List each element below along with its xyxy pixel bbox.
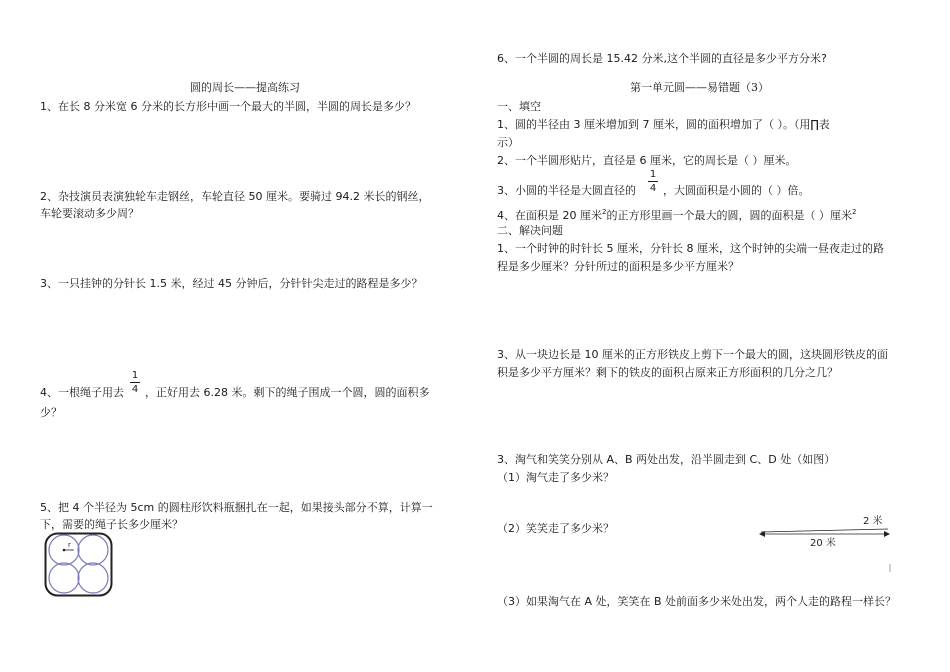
right-title: 第一单元圆——易错题（3） bbox=[630, 81, 769, 94]
fill-1-line-1: 1、圆的半径由 3 厘米增加到 7 厘米，圆的面积增加了（ ）。（用∏表 bbox=[497, 118, 830, 131]
solve-3-line-2: 积是多少平方厘米？剩下的铁皮的面积占原来正方形面积的几分之几？ bbox=[497, 366, 838, 379]
solve-1-line-2: 程是多少厘米？分针所过的面积是多少平方厘米？ bbox=[497, 260, 739, 273]
fill-4-middle: 的正方形里画一个最大的圆，圆的面积是（ ）厘米 bbox=[606, 209, 852, 222]
solve-3-line-1: 3、从一块边长是 10 厘米的正方形铁皮上剪下一个最大的圆，这块圆形铁皮的面 bbox=[497, 348, 888, 361]
fill-3-prefix: 3、小圆的半径是大圆直径的 bbox=[497, 184, 636, 197]
bottle-circle bbox=[78, 535, 108, 565]
fill-4-superscript: 2 bbox=[602, 208, 607, 216]
fraction-bar bbox=[130, 382, 140, 383]
solve-1-line-1: 1、一个时钟的时针长 5 厘米，分针长 8 厘米，这个时钟的尖端一昼夜走过的路 bbox=[497, 242, 884, 255]
question-5-line-1: 5、把 4 个半径为 5cm 的圆柱形饮料瓶捆扎在一起，如果接头部分不算，计算一 bbox=[40, 501, 433, 514]
question-5-line-2: 下，需要的绳子长多少厘米？ bbox=[40, 518, 183, 531]
radius-label: r bbox=[68, 541, 71, 549]
question-3: 3、一只挂钟的分针长 1.5 米，经过 45 分钟后，分针针尖走过的路程是多少？ bbox=[40, 277, 423, 290]
four-bottles-figure bbox=[44, 532, 114, 598]
question-6: 6、一个半圆的周长是 15.42 分米,这个半圆的直径是多少平方分米? bbox=[497, 52, 827, 65]
solve-4-intro: 3、淘气和笑笑分别从 A、B 两处出发，沿半圆走到 C、D 处（如图） bbox=[497, 453, 836, 466]
left-title: 圆的周长——提高练习 bbox=[190, 81, 300, 94]
fill-4-superscript-2: 2 bbox=[851, 208, 857, 216]
section-2-heading: 二、解决问题 bbox=[497, 224, 563, 237]
track-figure bbox=[755, 510, 895, 574]
label-2m: 2 米 bbox=[863, 516, 883, 527]
question-4-line-2: 少？ bbox=[40, 406, 62, 419]
label-20m: 20 米 bbox=[810, 538, 836, 549]
fraction-denominator: 4 bbox=[649, 183, 657, 194]
center-dot bbox=[63, 549, 66, 552]
fraction-denominator: 4 bbox=[131, 384, 139, 395]
solve-4-sub-2: （2）笑笑走了多少米？ bbox=[497, 522, 614, 535]
right-arrowhead bbox=[884, 531, 890, 537]
rope-outline bbox=[46, 534, 112, 596]
question-4-suffix: ，正好用去 6.28 米。剩下的绳子围成一个圆，圆的面积多 bbox=[145, 386, 430, 399]
bottle-circle bbox=[78, 563, 108, 593]
fill-3-fraction bbox=[648, 169, 658, 194]
fill-4 bbox=[497, 205, 856, 223]
fill-3-suffix: ，大圆面积是小圆的（ ）倍。 bbox=[663, 184, 810, 197]
fill-4-prefix: 4、在面积是 20 厘米 bbox=[497, 209, 602, 222]
question-4-prefix: 4、一根绳子用去 bbox=[40, 386, 124, 399]
solve-4-sub-3: （3）如果淘气在 A 处，笑笑在 B 处前面多少米处出发，两个人走的路程一样长？ bbox=[497, 595, 897, 608]
question-2-line-2: 车轮要滚动多少周？ bbox=[40, 207, 139, 220]
question-1: 1、在长 8 分米宽 6 分米的长方形中画一个最大的半圆，半圆的周长是多少？ bbox=[40, 100, 416, 113]
fraction-numerator: 1 bbox=[131, 370, 139, 381]
fill-1-line-2: 示） bbox=[497, 136, 519, 149]
question-2-line-1: 2、杂技演员表演独轮车走钢丝，车轮直径 50 厘米。要骑过 94.2 米长的钢丝， bbox=[40, 190, 430, 203]
fraction-bar bbox=[648, 181, 658, 182]
top-line bbox=[761, 529, 888, 532]
fraction-numerator: 1 bbox=[649, 169, 657, 180]
fill-2: 2、一个半圆形贴片，直径是 6 厘米，它的周长是（ ）厘米。 bbox=[497, 154, 797, 167]
bottle-circle bbox=[49, 563, 79, 593]
solve-4-sub-1: （1）淘气走了多少米？ bbox=[497, 471, 614, 484]
section-1-heading: 一、填空 bbox=[497, 100, 541, 113]
question-4-fraction bbox=[130, 370, 140, 395]
